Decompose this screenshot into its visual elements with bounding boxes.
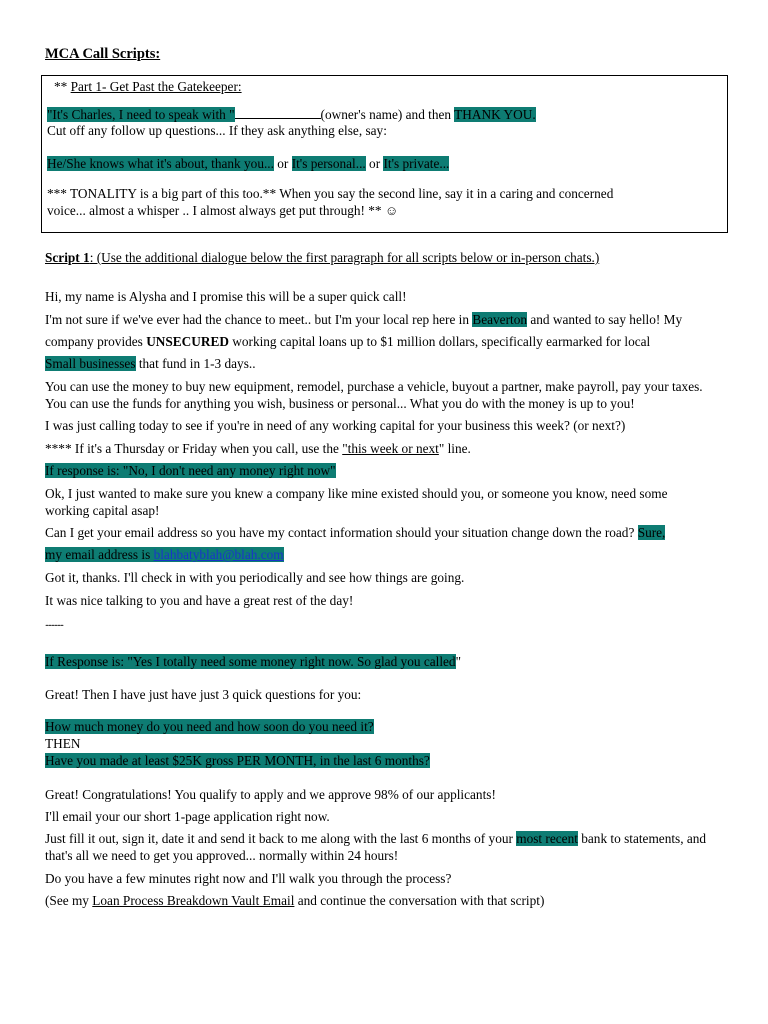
small-businesses-highlight: Small businesses: [45, 356, 136, 371]
part1-line1-highlight: "It's Charles, I need to speak with ": [47, 107, 235, 122]
p8-text-b: " line.: [438, 441, 471, 456]
part1-heading-prefix: **: [54, 79, 71, 94]
question-2-highlight: Have you made at least $25K gross PER MONTH, in the last 6 months?: [45, 753, 430, 768]
script1-p3: [45, 334, 650, 350]
script1-p2: [45, 312, 682, 328]
unsecured-bold: UNSECURED: [146, 334, 229, 349]
script1-p13: Got it, thanks. I'll check in with you periodically and see how things are going.: [45, 570, 465, 585]
city-highlight: Beaverton: [472, 312, 528, 327]
script1-note: : (Use the additional dialogue below the first paragraph for all scripts below or in-person chats.): [89, 250, 600, 265]
script1-label: Script 1: [45, 250, 90, 265]
part1-heading: [54, 79, 242, 95]
response-yes-end: ": [455, 654, 461, 669]
script1-p18: [45, 831, 706, 847]
p11-text: Can I get your email address so you have my contact information should your situation change down the road?: [45, 525, 638, 540]
or-text-2: or: [365, 156, 384, 171]
response-yes-highlight: If Response is: "Yes I totally need some money right now. So glad you called: [45, 654, 456, 669]
script1-p15: Great! Then I have just have just 3 quick questions for you:: [45, 687, 362, 702]
option-private: It's private...: [383, 156, 450, 171]
part1-thank-you: THANK YOU.: [454, 107, 536, 122]
this-week-or-next: "this week or next: [342, 441, 439, 456]
then-text: THEN: [45, 736, 81, 751]
p8-text-a: **** If it's a Thursday or Friday when you call, use the: [45, 441, 343, 456]
response-no-highlight: If response is: "No, I don't need any money right now": [45, 463, 336, 478]
script1-p8: [45, 441, 471, 457]
script1-p6: You can use the funds for anything you wish, business or personal... What you do with the money is up to you!: [45, 396, 635, 411]
script1-p4: [45, 356, 256, 372]
script1-p5: You can use the money to buy new equipment, remodel, purchase a vehicle, buyout a partner, make payroll, pay your taxes.: [45, 379, 703, 394]
script1-p7: I was just calling today to see if you're in need of any working capital for your business this week? (or next?): [45, 418, 626, 433]
script1-p19: that's all we need to get you approved... normally within 24 hours!: [45, 848, 399, 863]
dotted-separator: ............: [45, 618, 63, 629]
p2-text-a: I'm not sure if we've ever had the chance to meet.. but I'm your local rep here in: [45, 312, 473, 327]
part1-options: [47, 156, 449, 172]
vault-email-link[interactable]: Loan Process Breakdown Vault Email: [92, 893, 295, 908]
p3-text-a: company provides: [45, 334, 147, 349]
document-title: MCA Call Scripts:: [45, 46, 161, 62]
question-2: [45, 753, 430, 769]
p21-text-a: (See my: [45, 893, 93, 908]
tonality-line-2: voice... almost a whisper .. I almost always get put through! ** ☺: [47, 203, 399, 218]
script1-p16: Great! Congratulations! You qualify to apply and we approve 98% of our applicants!: [45, 787, 496, 802]
gatekeeper-box: [41, 75, 728, 233]
response-yes: [45, 654, 461, 670]
owner-name-blank: [235, 106, 321, 119]
part1-line2: Cut off any follow up questions... If they ask anything else, say:: [47, 123, 387, 138]
script1-p9: Ok, I just wanted to make sure you knew a company like mine existed should you, or someone you know, need some: [45, 486, 668, 501]
script1-heading: [45, 250, 599, 266]
script1-p20: Do you have a few minutes right now and I'll walk you through the process?: [45, 871, 452, 886]
email-highlight: [45, 547, 284, 562]
script1-p14: It was nice talking to you and have a great rest of the day!: [45, 593, 354, 608]
script1-p11: [45, 525, 665, 541]
part1-line1-text: (owner's name) and then: [320, 107, 455, 122]
question-1-highlight: How much money do you need and how soon do you need it?: [45, 719, 374, 734]
tonality-line-1: *** TONALITY is a big part of this too.** When you say the second line, say it in a caring and concerned: [47, 186, 614, 201]
or-text-1: or: [273, 156, 292, 171]
p18-text-a: Just fill it out, sign it, date it and send it back to me along with the last 6 months of your: [45, 831, 517, 846]
script1-p1: Hi, my name is Alysha and I promise this will be a super quick call!: [45, 289, 407, 304]
most-recent-highlight: most recent: [516, 831, 578, 846]
p3-text-b: working capital loans up to $1 million dollars, specifically earmarked for local: [228, 334, 651, 349]
response-no: [45, 463, 336, 479]
option-personal: It's personal...: [291, 156, 366, 171]
part1-heading-text: Part 1- Get Past the Gatekeeper:: [70, 79, 242, 94]
part1-line1: [47, 106, 536, 123]
p2-text-b: and wanted to say hello! My: [527, 312, 683, 327]
script1-p21: [45, 893, 544, 909]
script1-p10: working capital asap!: [45, 503, 160, 518]
script1-p12: [45, 547, 284, 563]
email-intro: my email address is: [45, 547, 154, 562]
sure-highlight: Sure,: [637, 525, 666, 540]
p18-text-b: bank to statements, and: [577, 831, 707, 846]
email-link[interactable]: blahbatyblah@blah.com: [153, 547, 284, 562]
option-knows: He/She knows what it's about, thank you...: [47, 156, 274, 171]
question-1: [45, 719, 374, 735]
p21-text-b: and continue the conversation with that script): [294, 893, 545, 908]
script1-p17: I'll email your our short 1-page application right now.: [45, 809, 330, 824]
p4-text: that fund in 1-3 days..: [135, 356, 256, 371]
